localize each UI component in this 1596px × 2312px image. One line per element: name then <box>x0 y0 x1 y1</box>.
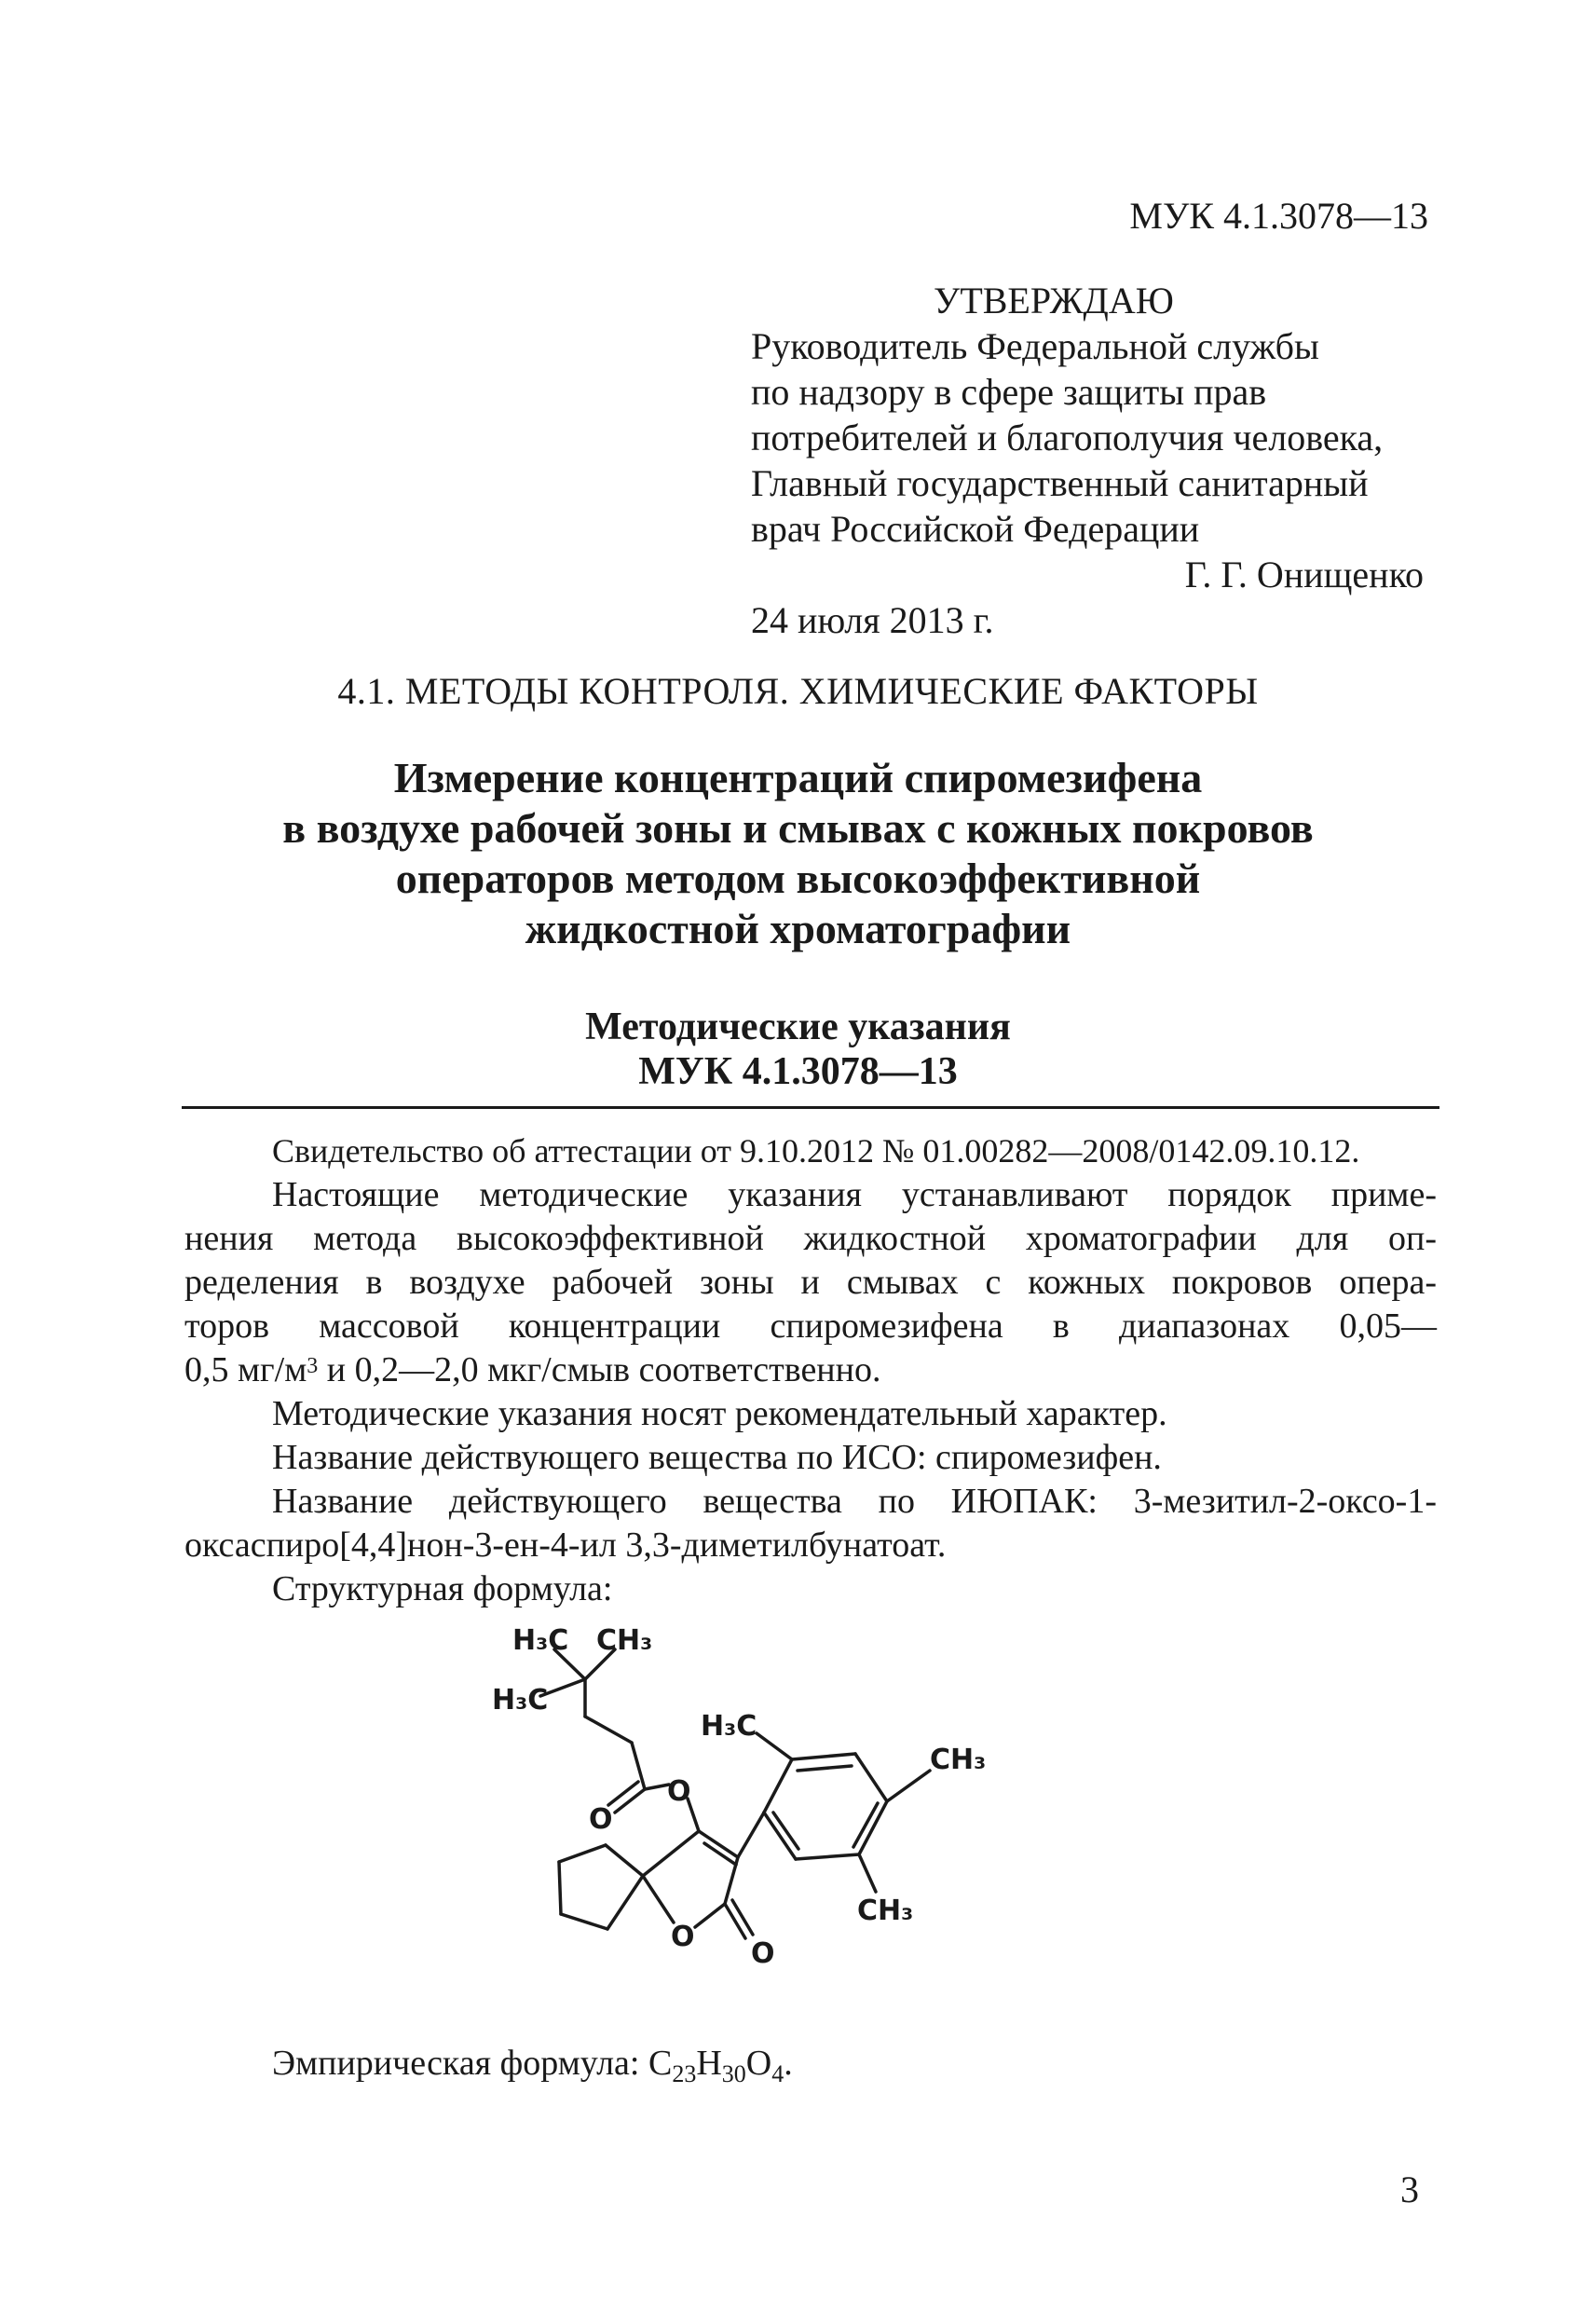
approval-line: Главный государственный санитарный <box>751 462 1369 504</box>
recommendation-line: Методические указания носят рекомендательный характер. <box>272 1394 1167 1433</box>
bond <box>725 1904 745 1938</box>
bond <box>608 1782 638 1805</box>
superscript-3: 3 <box>307 1354 319 1378</box>
bond <box>607 1876 643 1929</box>
label-h3c-top: H₃C <box>512 1624 569 1657</box>
bond <box>559 1845 606 1862</box>
intro-last-line <box>184 1348 1437 1392</box>
iso-name-line: Название действующего вещества по ИСО: спиромезифен. <box>272 1438 1162 1477</box>
approval-block <box>751 278 1440 643</box>
bond <box>725 1857 738 1904</box>
bond <box>695 1904 725 1927</box>
document-title <box>0 753 1596 954</box>
title-line: жидкостной хроматографии <box>525 905 1071 952</box>
intro-last-a: 0,5 мг/м <box>184 1350 307 1389</box>
label-ch3-top: CH₃ <box>596 1624 653 1657</box>
horizontal-rule <box>182 1106 1439 1109</box>
empirical-formula <box>272 2043 793 2087</box>
approval-line: Руководитель Федеральной службы <box>751 325 1319 367</box>
intro-line: ределения в воздухе рабочей зоны и смывах с кожных покровов опера- <box>184 1263 1437 1302</box>
iupac-line: оксаспиро[4,4]нон-3-ен-4-ил 3,3-диметилбунатоат. <box>184 1525 947 1565</box>
page-number: 3 <box>1400 2168 1419 2210</box>
bond <box>645 1785 669 1789</box>
bond <box>585 1717 632 1743</box>
empirical-prefix: Эмпирическая формула: C <box>272 2044 673 2083</box>
subtitle-code: МУК 4.1.3078—13 <box>638 1050 958 1093</box>
intro-line: нения метода высокоэффективной жидкостной хроматографии для оп- <box>184 1219 1437 1258</box>
label-h3c-left: H₃C <box>492 1684 549 1717</box>
bond <box>559 1862 561 1914</box>
approval-date: 24 июля 2013 г. <box>751 599 994 641</box>
approval-line: врач Российской Федерации <box>751 508 1200 550</box>
empirical-suffix: . <box>784 2044 793 2083</box>
bond <box>798 1766 852 1771</box>
document-subtitle <box>0 1005 1596 1094</box>
section-header: 4.1. МЕТОДЫ КОНТРОЛЯ. ХИМИЧЕСКИЕ ФАКТОРЫ <box>337 670 1259 712</box>
label-o-lactone: O <box>751 1937 775 1970</box>
bond <box>796 1854 859 1859</box>
approval-line: по надзору в сфере защиты прав <box>751 371 1267 413</box>
subscript-o: 4 <box>771 2060 784 2087</box>
structural-formula-diagram <box>484 1621 1081 2013</box>
empirical-h: H <box>696 2044 722 2083</box>
label-ch3-para: CH₃ <box>930 1744 987 1776</box>
iupac-line: Название действующего вещества по ИЮПАК: 3-мезитил-2-оксо-1- <box>272 1482 1437 1521</box>
label-ch3-ortho: CH₃ <box>857 1895 914 1927</box>
intro-line: торов массовой концентрации спиромезифена в диапазонах 0,05— <box>184 1306 1437 1346</box>
bond <box>738 1813 764 1857</box>
bond <box>615 1789 645 1813</box>
bond <box>643 1876 674 1922</box>
bond <box>792 1754 855 1759</box>
bond <box>757 1733 792 1759</box>
bond <box>561 1914 607 1929</box>
title-line: операторов методом высокоэффективной <box>395 855 1201 902</box>
empirical-o: O <box>745 2044 772 2083</box>
label-o-carbonyl: O <box>589 1803 613 1836</box>
bond <box>606 1845 643 1876</box>
subscript-c: 23 <box>672 2060 697 2087</box>
subtitle-line: Методические указания <box>585 1006 1011 1048</box>
bond <box>855 1754 887 1801</box>
subscript-h: 30 <box>721 2060 746 2087</box>
title-line: Измерение концентраций спиромезифена <box>393 754 1203 801</box>
approval-title: УТВЕРЖДАЮ <box>934 280 1174 321</box>
bond <box>732 1900 753 1935</box>
label-o-ester: O <box>667 1775 691 1808</box>
document-code: МУК 4.1.3078—13 <box>1129 195 1428 237</box>
approval-signatory: Г. Г. Онищенко <box>1184 554 1424 595</box>
label-o-ring: O <box>671 1921 695 1953</box>
bond <box>859 1854 876 1892</box>
bond <box>764 1759 792 1813</box>
certificate-line: Свидетельство об аттестации от 9.10.2012 № 01.00282—2008/0142.09.10.12. <box>272 1132 1360 1170</box>
intro-last-b: и 0,2—2,0 мкг/смыв соответственно. <box>318 1350 881 1389</box>
label-h3c-ring: H₃C <box>701 1710 757 1743</box>
bond <box>887 1771 930 1801</box>
body-text <box>184 1129 1437 1611</box>
approval-line: потребителей и благополучия человека, <box>751 417 1384 458</box>
structural-formula-label: Структурная формула: <box>272 1569 613 1608</box>
intro-line: Настоящие методические указания устанавливают порядок приме- <box>272 1175 1437 1214</box>
title-line: в воздухе рабочей зоны и смывах с кожных покровов <box>282 804 1314 852</box>
bond <box>643 1831 699 1876</box>
